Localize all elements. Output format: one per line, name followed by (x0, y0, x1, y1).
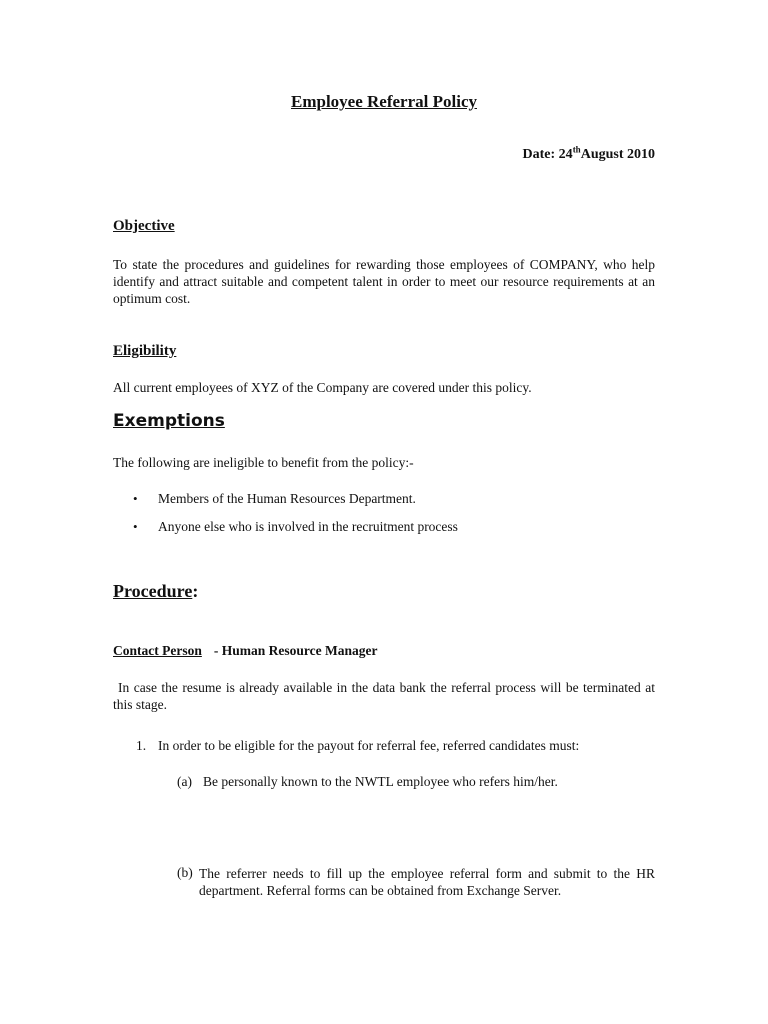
exemptions-intro: The following are ineligible to benefit from the policy:- (113, 455, 414, 470)
eligibility-heading: Eligibility (113, 343, 177, 359)
sub-item-b-body: The referrer needs to fill up the employee referral form and submit to the HR department. Referral forms can be obtained from Exchange Server. (199, 866, 655, 898)
date-ordinal-suffix: th (572, 144, 581, 155)
contact-person-label: Contact Person (113, 643, 202, 658)
procedure-heading (113, 581, 198, 602)
contact-person-line (113, 643, 377, 659)
sub-item-a-text: Be personally known to the NWTL employee who refers him/her. (203, 774, 558, 789)
exemptions-heading: Exemptions (113, 411, 225, 431)
eligibility-text: All current employees of XYZ of the Company are covered under this policy. (113, 380, 532, 395)
procedure-heading-text: Procedure (113, 581, 193, 601)
sub-item-b-mark: (b) (177, 865, 193, 880)
list-item-number: 1. (136, 738, 147, 753)
procedure-heading-colon: : (192, 581, 199, 601)
date-prefix: Date: 24 (522, 147, 573, 162)
date-suffix: August 2010 (580, 147, 655, 162)
document-title: Employee Referral Policy (291, 92, 477, 111)
exemption-item: Anyone else who is involved in the recruitment process (158, 519, 458, 534)
list-item-text: In order to be eligible for the payout for referral fee, referred candidates must: (158, 738, 580, 753)
objective-text: To state the procedures and guidelines for rewarding those employees of COMPANY, who help identify and attract suitable and competent talent in order to meet our resource requirements at an optimum cost. (113, 257, 655, 306)
procedure-note: In case the resume is already available in the data bank the referral process will be terminated at this stage. (113, 680, 655, 712)
bullet-icon: • (133, 519, 138, 534)
document-date (522, 144, 655, 163)
exemption-item: Members of the Human Resources Department. (158, 491, 416, 506)
sub-item-a-mark: (a) (177, 774, 192, 789)
contact-person-value: - Human Resource Manager (213, 643, 378, 658)
objective-heading: Objective (113, 218, 175, 234)
sub-item-b-text (199, 865, 655, 899)
bullet-icon: • (133, 491, 138, 506)
